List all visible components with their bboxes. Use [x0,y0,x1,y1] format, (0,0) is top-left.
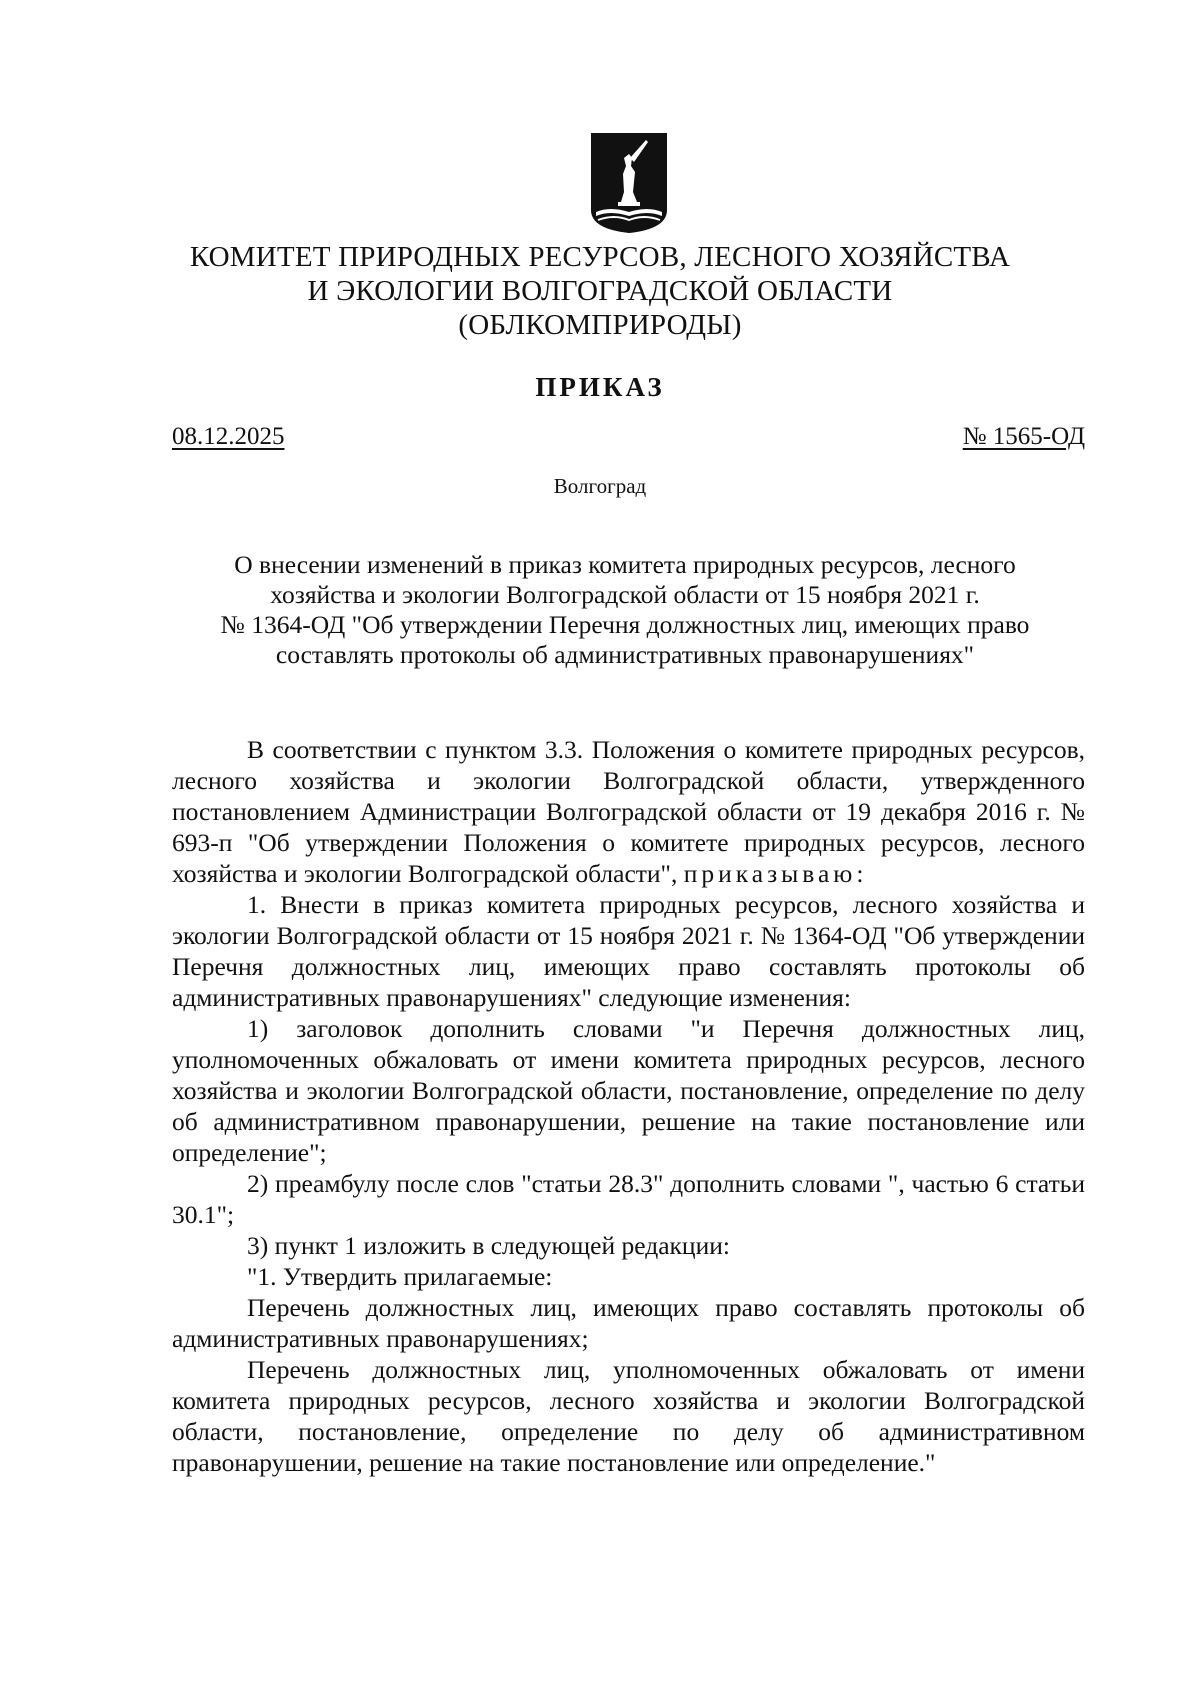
org-name-line-2: И ЭКОЛОГИИ ВОЛГОГРАДСКОЙ ОБЛАСТИ [307,275,893,307]
volgograd-coat-of-arms-icon [590,132,668,234]
subject-line: № 1364-ОД "Об утверждении Перечня должностных лиц, имеющих право [220,610,1030,639]
document-subject [160,550,1090,670]
preamble-text: В соответствии с пунктом 3.3. Положения о комитете природных ресурсов, лесного хозяйства и экологии Волгоградской области, утвержденного постановлением Администрации Волгоградской области от 19 декабря 2016 г. № 693-п "Об утверждении Положения о комитете природных ресурсов, лесного хозяйства и экологии Волгоградской области", [172,735,1085,888]
preamble-paragraph [172,734,1085,889]
quote-start-paragraph: "1. Утвердить прилагаемые: [247,1262,553,1291]
order-word: приказываю: [683,859,868,888]
document-body [172,734,1085,1478]
item-1-paragraph: 1. Внести в приказ комитета природных ресурсов, лесного хозяйства и экологии Волгоградской области от 15 ноября 2021 г. № 1364-ОД "Об утверждении Перечня должностных лиц, имеющих право составлять протоколы об административных правонарушениях" следующие изменения: [172,890,1085,1012]
subject-line: О внесении изменений в приказ комитета природных ресурсов, лесного [234,550,1016,579]
organization-name [120,240,1080,342]
document-city: Волгоград [553,474,647,498]
document-number: № 1565-ОД [962,423,1085,450]
subitem-2-paragraph: 2) преамбулу после слов "статьи 28.3" дополнить словами ", частью 6 статьи 30.1"; [172,1169,1085,1229]
document-date: 08.12.2025 [172,423,285,450]
org-name-line-3: (ОБЛКОМПРИРОДЫ) [458,309,742,341]
list-item-2-paragraph: Перечень должностных лиц, уполномоченных обжаловать от имени комитета природных ресурсов, лесного хозяйства и экологии Волгоградской области, постановление, определение по делу об административном правонарушении, решение на такие постановление или определение." [172,1355,1085,1477]
document-type: ПРИКАЗ [535,372,665,402]
subject-line: хозяйства и экологии Волгоградской области от 15 ноября 2021 г. [270,580,980,609]
subject-line: составлять протоколы об административных правонарушениях" [275,640,975,669]
org-name-line-1: КОМИТЕТ ПРИРОДНЫХ РЕСУРСОВ, ЛЕСНОГО ХОЗЯЙСТВА [189,241,1011,273]
list-item-1-paragraph: Перечень должностных лиц, имеющих право составлять протоколы об административных правонарушениях; [172,1293,1085,1353]
subitem-3-paragraph: 3) пункт 1 изложить в следующей редакции: [247,1231,730,1260]
subitem-1-paragraph: 1) заголовок дополнить словами "и Перечня должностных лиц, уполномоченных обжаловать от имени комитета природных ресурсов, лесного хозяйства и экологии Волгоградской области, постановление, определение по делу об административном правонарушении, решение на такие постановление или определение"; [172,1014,1085,1167]
